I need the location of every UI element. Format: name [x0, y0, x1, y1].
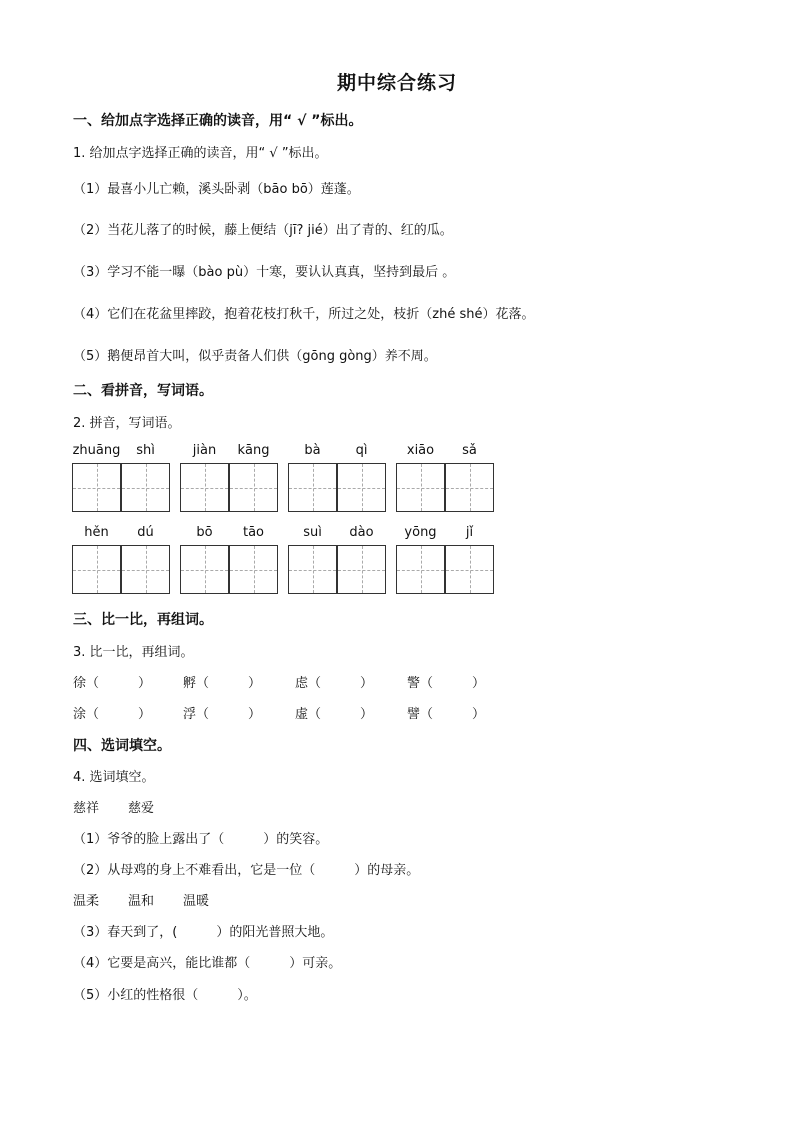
q4-item-3: （3）春天到了，( ）的阳光普照大地。: [73, 925, 334, 940]
writing-cell[interactable]: [229, 545, 278, 594]
writing-cell[interactable]: [121, 463, 170, 512]
pinyin-label: zhuāng: [72, 443, 121, 458]
pinyin-label: jǐ: [465, 525, 474, 540]
question-1: 1. 给加点字选择正确的读音，用“ √ ”标出。: [73, 146, 328, 161]
pinyin-label: jiàn: [192, 443, 217, 458]
writing-cell[interactable]: [180, 545, 229, 594]
word-choice: 慈祥: [73, 801, 100, 816]
pinyin-label: hěn: [84, 525, 109, 540]
word-choice: 温柔: [73, 894, 100, 909]
pinyin-label: tāo: [242, 525, 265, 540]
pinyin-label: bō: [196, 525, 213, 540]
writing-cell[interactable]: [72, 463, 121, 512]
compare-word: 譬（ ）: [407, 707, 486, 722]
pinyin-label: dú: [137, 525, 154, 540]
q4-item-5: （5）小红的性格很（ ）。: [73, 988, 257, 1003]
q1-item-1: （1）最喜小儿亡赖，溪头卧剥（bāo bō）莲蓬。: [73, 182, 360, 197]
writing-cell[interactable]: [121, 545, 170, 594]
writing-cell[interactable]: [229, 463, 278, 512]
pinyin-label: shì: [136, 443, 155, 458]
pinyin-label: dào: [349, 525, 374, 540]
pinyin-label: qì: [355, 443, 368, 458]
pinyin-label: kāng: [237, 443, 270, 458]
writing-cell[interactable]: [396, 463, 445, 512]
compare-word: 浮（ ）: [183, 707, 262, 722]
word-choice: 慈爱: [128, 801, 155, 816]
q1-item-3: （3）学习不能一曝（bào pù）十寒，要认认真真，坚持到最后 。: [73, 265, 456, 280]
section-4-heading: 四、选词填空。: [73, 738, 171, 754]
q4-item-2: （2）从母鸡的身上不难看出，它是一位（ ）的母亲。: [73, 863, 420, 878]
writing-cell[interactable]: [72, 545, 121, 594]
writing-cell[interactable]: [288, 545, 337, 594]
compare-word: 虑（ ）: [295, 676, 374, 691]
pinyin-label: sǎ: [462, 443, 477, 458]
compare-word: 涂（ ）: [73, 707, 152, 722]
pinyin-label: yōng: [404, 525, 437, 540]
pinyin-label: suì: [303, 525, 322, 540]
q1-item-2: （2）当花儿落了的时候，藤上便结（jī? jié）出了青的、红的瓜。: [73, 223, 453, 238]
writing-cell[interactable]: [337, 545, 386, 594]
writing-cell[interactable]: [337, 463, 386, 512]
word-choice: 温暖: [183, 894, 210, 909]
compare-word: 虚（ ）: [295, 707, 374, 722]
q4-item-4: （4）它要是高兴，能比谁都（ ）可亲。: [73, 956, 342, 971]
section-1-heading: 一、给加点字选择正确的读音，用“ √ ”标出。: [73, 113, 363, 129]
writing-cell[interactable]: [288, 463, 337, 512]
question-4: 4. 选词填空。: [73, 770, 155, 785]
writing-cell[interactable]: [396, 545, 445, 594]
pinyin-label: bà: [304, 443, 321, 458]
compare-word: 警（ ）: [407, 676, 486, 691]
word-choice: 温和: [128, 894, 155, 909]
pinyin-label: xiāo: [406, 443, 435, 458]
question-3: 3. 比一比，再组词。: [73, 645, 194, 660]
q4-item-1: （1）爷爷的脸上露出了（ ）的笑容。: [73, 832, 329, 847]
writing-cell[interactable]: [180, 463, 229, 512]
compare-word: 孵（ ）: [183, 676, 262, 691]
compare-word: 徐（ ）: [73, 676, 152, 691]
q1-item-4: （4）它们在花盆里摔跤，抱着花枝打秋千，所过之处，枝折（zhé shé）花落。: [73, 307, 535, 322]
q1-item-5: （5）鹅便昂首大叫，似乎责备人们供（gōng gòng）养不周。: [73, 349, 437, 364]
section-2-heading: 二、看拼音，写词语。: [73, 383, 213, 399]
question-2: 2. 拼音，写词语。: [73, 416, 181, 431]
writing-cell[interactable]: [445, 545, 494, 594]
section-3-heading: 三、比一比，再组词。: [73, 612, 213, 628]
writing-cell[interactable]: [445, 463, 494, 512]
page-title: 期中综合练习: [336, 72, 457, 94]
